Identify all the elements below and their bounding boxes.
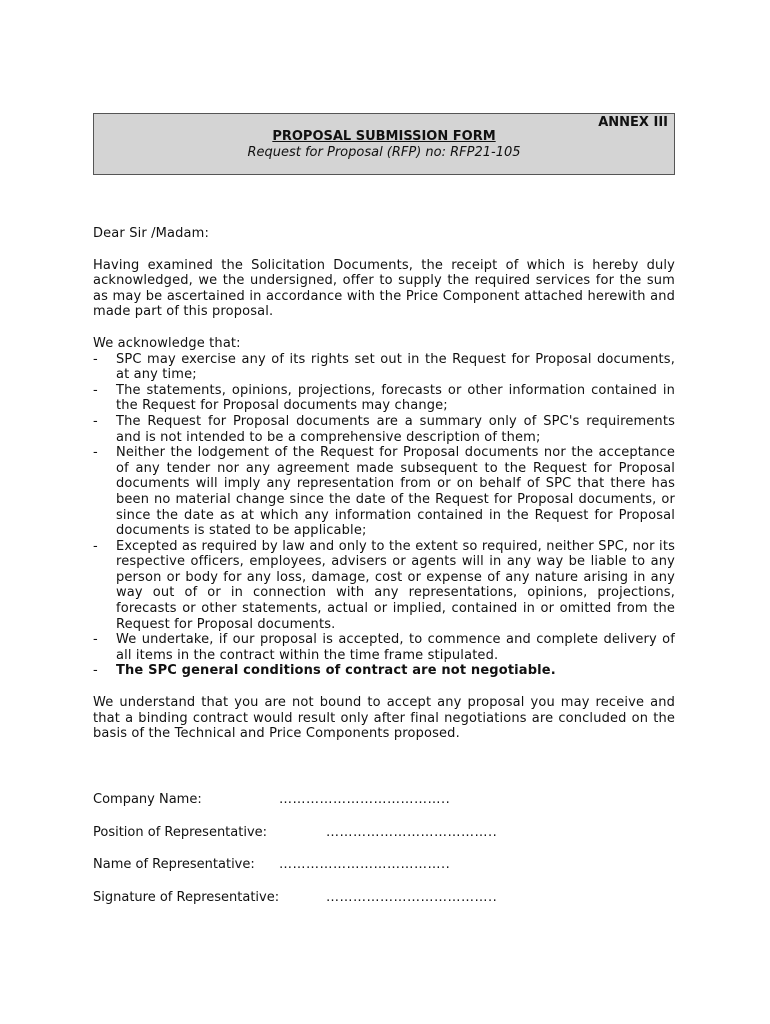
- list-item: - Neither the lodgement of the Request for Proposal documents nor the acceptance of any tender nor any agreement made subsequent to the Request for Proposal documents will imply any representation from or on behalf of SPC that there has been no material change since the date of the Request for Proposal documents, or since the date as at which any information contained in the Request for Proposal documents is stated to be applicable;: [93, 445, 675, 539]
- list-item: - The statements, opinions, projections, forecasts or other information contained in the Request for Proposal documents may change;: [93, 382, 675, 414]
- bullet-dash: -: [93, 445, 98, 461]
- bullet-dash: -: [93, 382, 98, 398]
- list-item: - SPC may exercise any of its rights set out in the Request for Proposal documents, at any time;: [93, 351, 675, 383]
- intro-paragraph: Having examined the Solicitation Documents, the receipt of which is hereby duly acknowledged, we the undersigned, offer to supply the required services for the sum as may be ascertained in accordance with the Price Component attached herewith and made part of this proposal.: [93, 257, 675, 320]
- field-dots: ………………………………..: [326, 889, 498, 905]
- list-item: - Excepted as required by law and only to the extent so required, neither SPC, nor its respective officers, employees, advisers or agents will in any way be liable to any person or body for any loss, damage, cost or expense of any nature arising in any way out of or in connection with any representations, opinions, projections, forecasts or other statements, actual or implied, contained in or omitted from the Request for Proposal documents.: [93, 538, 675, 632]
- field-label: Company Name:: [93, 792, 202, 807]
- bullet-dash: -: [93, 413, 98, 429]
- field-label: Position of Representative:: [93, 824, 268, 840]
- bullet-dash: -: [93, 632, 98, 648]
- bullet-dash: -: [93, 538, 98, 554]
- annex-label: ANNEX III: [598, 115, 668, 130]
- field-label: Name of Representative:: [93, 857, 255, 872]
- acknowledge-intro: We acknowledge that:: [93, 335, 241, 351]
- field-label: Signature of Representative:: [93, 889, 280, 905]
- representative-name-field[interactable]: [93, 857, 675, 890]
- letter-body: [93, 226, 675, 742]
- salutation: Dear Sir /Madam:: [93, 226, 210, 241]
- list-item-bold: - The SPC general conditions of contract are not negotiable.: [93, 663, 556, 679]
- position-field[interactable]: [93, 825, 675, 858]
- acknowledgement-list: [93, 352, 675, 679]
- form-title: PROPOSAL SUBMISSION FORM: [272, 129, 496, 144]
- field-dots: ………………………………..: [279, 792, 451, 807]
- closing-paragraph: We understand that you are not bound to accept any proposal you may receive and that a binding contract would result only after final negotiations are concluded on the basis of the Technical and Price Components proposed.: [93, 695, 675, 742]
- field-dots: ………………………………..: [279, 857, 451, 872]
- list-item: - The Request for Proposal documents are a summary only of SPC's requirements and is not intended to be a comprehensive description of them;: [93, 413, 675, 445]
- signature-fields: [93, 792, 675, 922]
- signature-field[interactable]: [93, 890, 675, 923]
- list-item: - We undertake, if our proposal is accepted, to commence and complete delivery of all items in the contract within the time frame stipulated.: [93, 632, 675, 663]
- rfp-number: Request for Proposal (RFP) no: RFP21-105: [247, 145, 521, 160]
- company-name-field[interactable]: [93, 792, 675, 825]
- bullet-dash: -: [93, 663, 98, 679]
- header-box: [93, 113, 675, 175]
- field-dots: ………………………………..: [326, 824, 498, 840]
- bullet-dash: -: [93, 351, 98, 367]
